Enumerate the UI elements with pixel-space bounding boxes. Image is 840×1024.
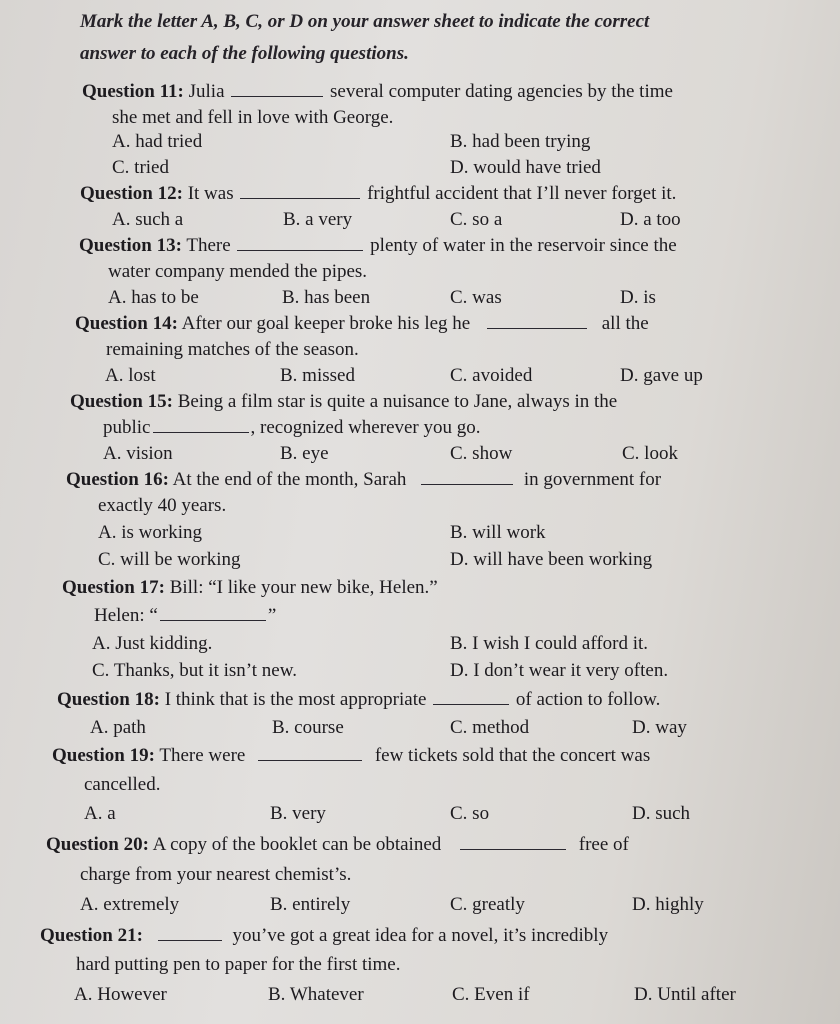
question-11-continued: she met and fell in love with George.: [112, 107, 394, 128]
question-12: [80, 182, 676, 206]
question-17-continued: [94, 604, 276, 628]
question-label: Question 15:: [70, 391, 173, 412]
option-c: C. so: [450, 803, 490, 824]
answer-blank: [258, 744, 362, 761]
answer-blank: [421, 468, 513, 485]
answer-blank: [237, 234, 363, 251]
question-16-continued: exactly 40 years.: [98, 495, 227, 516]
option-a: A. is working: [98, 522, 202, 543]
option-a: A. lost: [105, 365, 156, 386]
option-d: D. would have tried: [450, 157, 601, 178]
question-label: Question 12:: [80, 183, 183, 204]
option-c: C. was: [450, 287, 502, 308]
question-label: Question 19:: [52, 745, 155, 766]
question-text: At the end of the month, Sarah: [172, 469, 407, 490]
question-18: [57, 688, 660, 712]
question-text: It was: [187, 183, 234, 204]
option-c: C. greatly: [450, 894, 525, 915]
question-14-continued: remaining matches of the season.: [106, 339, 359, 360]
question-15: [70, 390, 617, 414]
question-text: several computer dating agencies by the time: [330, 81, 673, 102]
option-b: B. a very: [283, 209, 353, 230]
option-d: D. gave up: [620, 365, 703, 386]
question-21-continued: hard putting pen to paper for the first time.: [76, 954, 401, 975]
option-b: B. missed: [280, 365, 355, 386]
option-d: D. will have been working: [450, 549, 653, 570]
option-a: A. Just kidding.: [92, 633, 213, 654]
option-a: A. path: [90, 717, 146, 738]
question-text: I think that is the most appropriate: [164, 689, 427, 710]
question-15-continued: [103, 416, 481, 440]
question-20-continued: charge from your nearest chemist’s.: [80, 864, 352, 885]
question-text: ”: [267, 605, 277, 626]
answer-blank: [158, 924, 222, 941]
answer-blank: [160, 604, 266, 621]
option-c: C. will be working: [98, 549, 241, 570]
question-14: [75, 312, 649, 336]
answer-blank: [231, 80, 323, 97]
question-label: Question 18:: [57, 689, 160, 710]
question-text: plenty of water in the reservoir since the: [370, 235, 677, 256]
option-a: A. had tried: [112, 131, 203, 152]
question-text: A copy of the booklet can be obtained: [152, 834, 442, 855]
answer-blank: [433, 688, 509, 705]
question-text: Being a film star is quite a nuisance to Jane, always in the: [177, 391, 618, 412]
instructions: [80, 6, 800, 70]
option-b: B. has been: [282, 287, 371, 308]
option-b: B. course: [272, 717, 344, 738]
question-text: After our goal keeper broke his leg he: [181, 313, 471, 334]
option-c: C. show: [450, 443, 513, 464]
option-b: B. Whatever: [268, 984, 364, 1005]
option-d: D. Until after: [634, 984, 736, 1005]
question-text: of action to follow.: [515, 689, 661, 710]
option-b: B. eye: [280, 443, 329, 464]
question-text: There: [186, 235, 231, 256]
question-text: all the: [601, 313, 649, 334]
question-17: [62, 576, 438, 600]
question-label: Question 17:: [62, 577, 165, 598]
question-label: Question 13:: [79, 235, 182, 256]
question-label: Question 11:: [82, 81, 184, 102]
option-c: C. tried: [112, 157, 169, 178]
option-a: A. has to be: [108, 287, 199, 308]
option-d: D. way: [632, 717, 687, 738]
answer-blank: [460, 833, 566, 850]
option-c: C. so a: [450, 209, 503, 230]
option-c: C. avoided: [450, 365, 533, 386]
option-c: C. Even if: [452, 984, 530, 1005]
question-text: you’ve got a great idea for a novel, it’s incredibly: [232, 925, 609, 946]
question-text: Julia: [188, 81, 225, 102]
question-label: Question 14:: [75, 313, 178, 334]
option-c: C. method: [450, 717, 530, 738]
question-text: Helen: “: [94, 605, 158, 626]
option-d: D. I don’t wear it very often.: [450, 660, 669, 681]
question-text: in government for: [523, 469, 662, 490]
question-21: [40, 924, 608, 948]
option-d: D. a too: [620, 209, 681, 230]
option-b: B. I wish I could afford it.: [450, 633, 649, 654]
question-label: Question 16:: [66, 469, 169, 490]
answer-blank: [153, 416, 249, 433]
question-text: public: [103, 417, 151, 438]
question-13-continued: water company mended the pipes.: [108, 261, 368, 282]
question-19-continued: cancelled.: [84, 774, 161, 795]
question-text: Bill: “I like your new bike, Helen.”: [169, 577, 438, 598]
option-a: A. However: [74, 984, 167, 1005]
question-text: There were: [159, 745, 246, 766]
question-11: [82, 80, 673, 104]
option-c: C. Thanks, but it isn’t new.: [92, 660, 297, 681]
option-b: B. had been trying: [450, 131, 591, 152]
option-b: B. entirely: [270, 894, 351, 915]
question-label: Question 20:: [46, 834, 149, 855]
option-b: B. very: [270, 803, 326, 824]
question-text: few tickets sold that the concert was: [374, 745, 651, 766]
option-a: A. vision: [103, 443, 173, 464]
question-text: frightful accident that I’ll never forget it.: [367, 183, 677, 204]
question-text: free of: [578, 834, 629, 855]
option-d: D. such: [632, 803, 691, 824]
option-a: A. extremely: [80, 894, 180, 915]
instructions-line-2: answer to each of the following questions.: [80, 43, 409, 64]
question-16: [66, 468, 661, 492]
question-text: , recognized wherever you go.: [250, 417, 481, 438]
question-13: [79, 234, 677, 258]
instructions-line-1: Mark the letter A, B, C, or D on your answer sheet to indicate the correct: [80, 11, 650, 32]
option-d: C. look: [622, 443, 678, 464]
option-d: D. highly: [632, 894, 704, 915]
option-d: D. is: [620, 287, 656, 308]
question-20: [46, 833, 629, 857]
option-a: A. such a: [112, 209, 184, 230]
question-19: [52, 744, 650, 768]
answer-blank: [240, 182, 360, 199]
answer-blank: [487, 312, 587, 329]
question-label: Question 21:: [40, 925, 143, 946]
option-b: B. will work: [450, 522, 546, 543]
option-a: A. a: [84, 803, 116, 824]
